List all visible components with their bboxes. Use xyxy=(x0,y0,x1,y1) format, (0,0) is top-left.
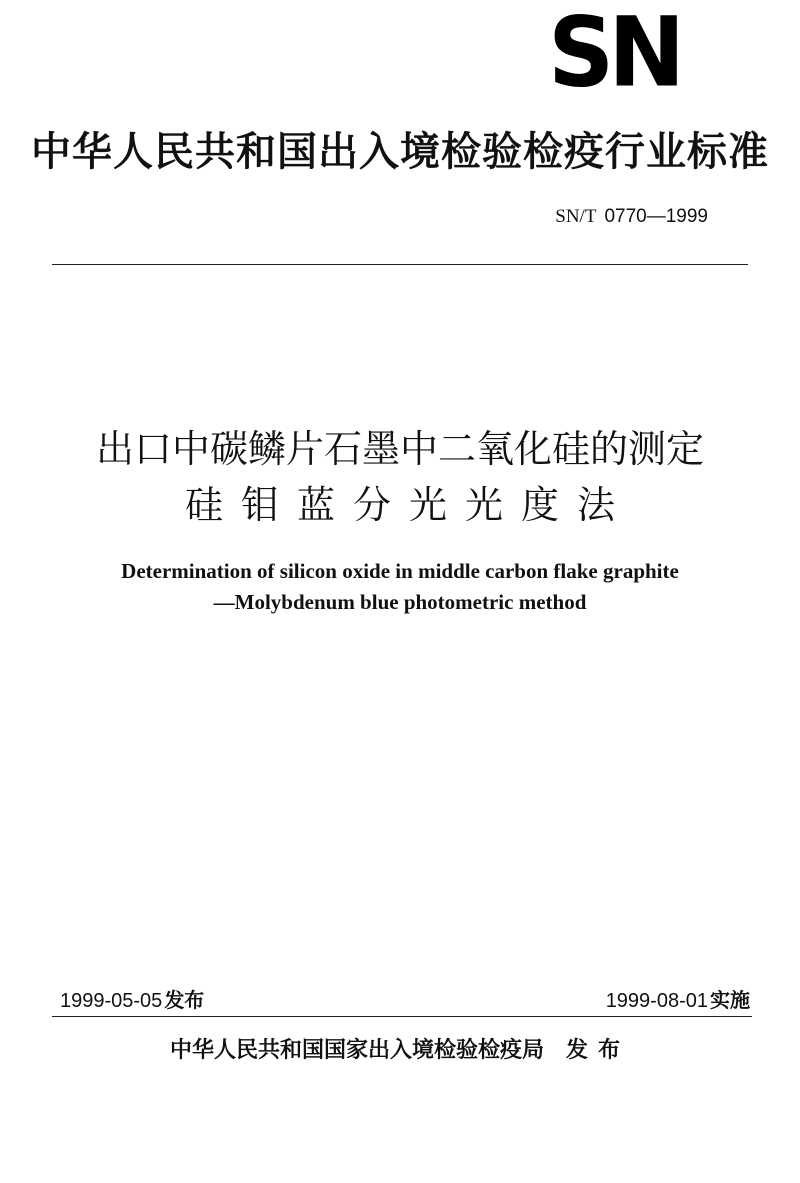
publisher-line xyxy=(0,1036,800,1066)
standard-code-number: 0770—1999 xyxy=(604,206,708,227)
sn-logo: SN xyxy=(548,0,680,109)
agency-title: 中华人民共和国出入境检验检疫行业标准 xyxy=(31,129,769,175)
title-english-line-2: —Molybdenum blue photometric method xyxy=(213,590,587,614)
standard-code-prefix: SN/T xyxy=(555,206,597,227)
publisher-name: 中华人民共和国国家出入境检验检疫局 xyxy=(169,1038,544,1063)
standard-code xyxy=(555,203,708,230)
bottom-divider xyxy=(52,1016,752,1017)
issue-date-label: 发布 xyxy=(164,988,205,1012)
implementation-date-label: 实施 xyxy=(710,988,750,1012)
publisher-action: 发布 xyxy=(566,1038,631,1063)
title-chinese-line-1: 出口中碳鳞片石墨中二氧化硅的测定 xyxy=(95,427,704,471)
implementation-date xyxy=(606,986,750,1015)
top-divider xyxy=(52,264,748,265)
title-chinese-line-2: 硅钼蓝分光光度法 xyxy=(184,483,633,527)
implementation-date-value: 1999-08-01 xyxy=(605,990,708,1012)
title-english-line-1: Determination of silicon oxide in middle carbon flake graphite xyxy=(121,559,679,583)
issue-date xyxy=(60,986,204,1015)
issue-date-value: 1999-05-05 xyxy=(60,990,163,1012)
